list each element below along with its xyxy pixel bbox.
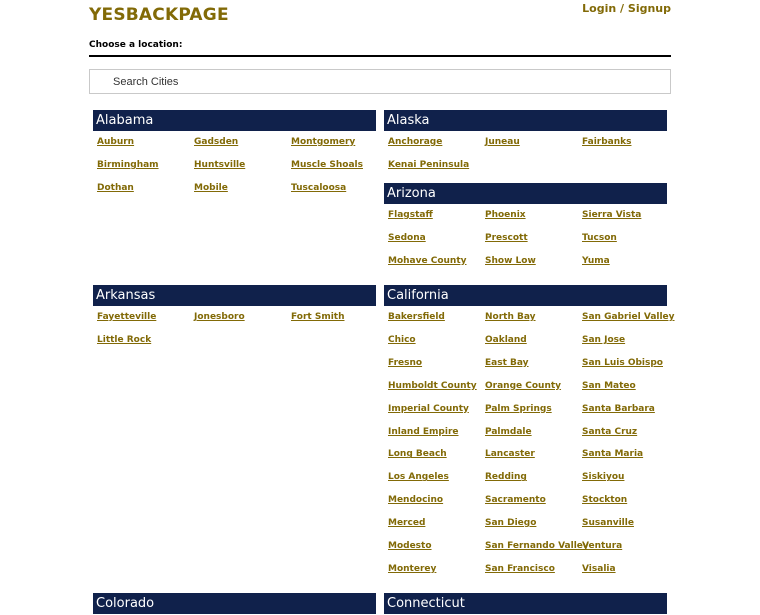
search-cities-input[interactable] (90, 71, 670, 94)
city-link[interactable]: East Bay (485, 357, 529, 368)
header (89, 0, 671, 34)
auth-links (582, 2, 671, 15)
city-link[interactable]: Fort Smith (291, 312, 345, 322)
city-link[interactable]: Palm Springs (485, 403, 552, 414)
city-link[interactable]: San Gabriel Valley (582, 312, 675, 322)
city-link[interactable]: Montgomery (291, 137, 356, 147)
city-link[interactable]: Inland Empire (388, 426, 459, 437)
state-california (384, 285, 675, 574)
city-link[interactable]: Little Rock (97, 334, 152, 345)
city-link[interactable]: Merced (388, 518, 426, 529)
city-link[interactable]: Dothan (97, 182, 134, 193)
signup-link[interactable]: Signup (627, 2, 671, 15)
state-header-colorado: Colorado (93, 593, 376, 614)
city-link[interactable]: North Bay (485, 312, 536, 322)
city-link[interactable]: Juneau (485, 137, 520, 147)
city-link[interactable]: Gadsden (194, 137, 239, 147)
state-connecticut (384, 593, 667, 614)
city-link[interactable]: Kenai Peninsula (388, 159, 470, 170)
city-link[interactable]: Humboldt County (388, 380, 477, 391)
site-logo[interactable]: YESBACKPAGE (89, 5, 229, 25)
state-header-alaska: Alaska (384, 110, 667, 131)
city-link[interactable]: Phoenix (485, 210, 526, 220)
city-link[interactable]: Huntsville (194, 159, 246, 170)
state-header-arkansas: Arkansas (93, 285, 376, 306)
city-link[interactable]: Oakland (485, 334, 527, 345)
city-link[interactable]: Tuscaloosa (291, 182, 347, 193)
city-link[interactable]: Chico (388, 334, 416, 345)
state-header-connecticut: Connecticut (384, 593, 667, 614)
city-link[interactable]: Orange County (485, 380, 562, 391)
city-link[interactable]: Santa Barbara (582, 403, 655, 414)
header-divider (89, 55, 671, 57)
city-link[interactable]: San Francisco (485, 563, 555, 574)
state-header-california: California (384, 285, 667, 306)
city-link[interactable]: Sacramento (485, 495, 546, 506)
city-link[interactable]: Fairbanks (582, 137, 632, 147)
city-link[interactable]: Yuma (582, 255, 610, 266)
city-link[interactable]: Santa Cruz (582, 426, 638, 437)
state-arizona (384, 183, 667, 266)
city-link[interactable]: San Diego (485, 518, 537, 529)
login-link[interactable]: Login (582, 2, 617, 15)
city-link[interactable]: Muscle Shoals (291, 159, 363, 170)
city-link[interactable]: Fayetteville (97, 312, 157, 322)
city-link[interactable]: Los Angeles (388, 472, 449, 483)
city-link[interactable]: Anchorage (388, 137, 443, 147)
city-link[interactable]: Auburn (97, 137, 135, 147)
city-link[interactable]: Show Low (485, 255, 536, 266)
auth-separator: / (616, 2, 628, 15)
city-link[interactable]: Ventura (582, 541, 623, 551)
city-link[interactable]: San Mateo (582, 380, 636, 391)
city-link[interactable]: Prescott (485, 232, 528, 243)
city-link[interactable]: Susanville (582, 518, 634, 529)
city-link[interactable]: San Fernando Valley (485, 541, 589, 551)
city-link[interactable]: Lancaster (485, 449, 535, 460)
city-link[interactable]: Bakersfield (388, 312, 445, 322)
city-link[interactable]: Sedona (388, 232, 426, 243)
city-link[interactable]: Modesto (388, 541, 432, 551)
city-link[interactable]: Palmdale (485, 426, 532, 437)
city-link[interactable]: San Luis Obispo (582, 357, 663, 368)
city-link[interactable]: Flagstaff (388, 210, 433, 220)
choose-location-label: Choose a location: (89, 40, 183, 50)
city-link[interactable]: Fresno (388, 357, 423, 368)
state-alaska (384, 110, 667, 170)
city-link[interactable]: Birmingham (97, 159, 159, 170)
city-link[interactable]: Mendocino (388, 495, 444, 506)
city-link[interactable]: Long Beach (388, 449, 447, 460)
state-header-arizona: Arizona (384, 183, 667, 204)
city-link[interactable]: Stockton (582, 495, 628, 506)
city-link[interactable]: Redding (485, 472, 527, 483)
city-link[interactable]: San Jose (582, 334, 626, 345)
city-link[interactable]: Santa Maria (582, 449, 644, 460)
state-colorado (93, 593, 376, 614)
city-link[interactable]: Tucson (582, 232, 617, 243)
city-link[interactable]: Mobile (194, 182, 228, 193)
city-link[interactable]: Siskiyou (582, 472, 625, 483)
search-box (89, 69, 671, 94)
state-header-alabama: Alabama (93, 110, 376, 131)
city-link[interactable]: Sierra Vista (582, 210, 642, 220)
city-link[interactable]: Mohave County (388, 255, 467, 266)
state-alabama (93, 110, 376, 193)
city-link[interactable]: Visalia (582, 563, 616, 574)
state-arkansas (93, 285, 376, 345)
city-link[interactable]: Jonesboro (194, 312, 245, 322)
city-link[interactable]: Imperial County (388, 403, 469, 414)
city-link[interactable]: Monterey (388, 563, 437, 574)
